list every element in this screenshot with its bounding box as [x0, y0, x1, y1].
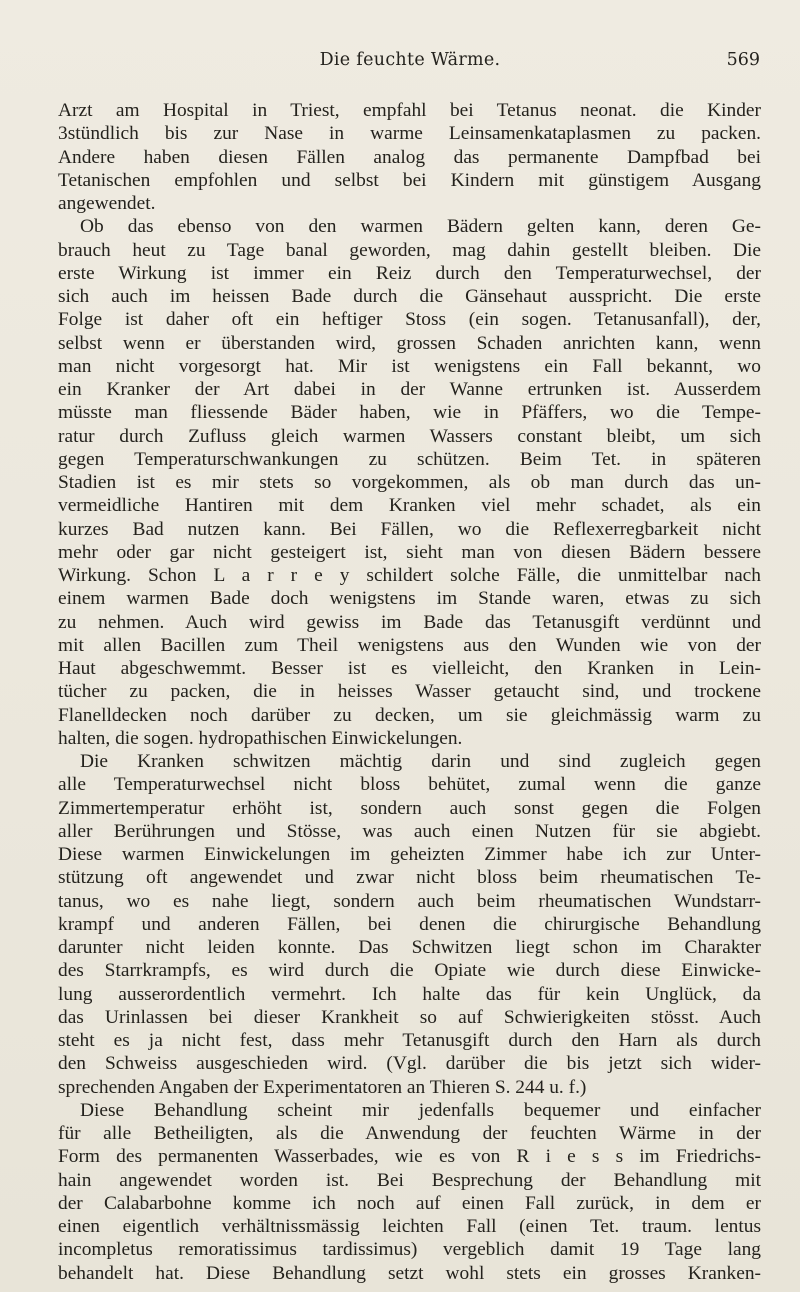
text-line: mit allen Bacillen zum Theil wenigstens aus den Wunden wie von der: [58, 634, 761, 656]
text-line: zu nehmen. Auch wird gewiss im Bade das Tetanusgift verdünnt und: [58, 611, 761, 633]
text-line: den Schweiss ausgeschieden wird. (Vgl. darüber die bis jetzt sich wider-: [58, 1053, 761, 1075]
running-head: Die feuchte Wärme.: [319, 50, 501, 70]
text-line: behandelt hat. Diese Behandlung setzt wohl stets ein grosses Kranken-: [58, 1262, 761, 1284]
text-line: Die Kranken schwitzen mächtig darin und sind zugleich gegen: [80, 751, 761, 772]
text-line: Form des permanenten Wasserbades, wie es von R i e s s im Friedrichs-: [58, 1146, 761, 1168]
text-line: tücher zu packen, die in heisses Wasser getaucht sind, und trockene: [58, 681, 761, 703]
text-line: das Urinlassen bei dieser Krankheit so auf Schwierigkeiten stösst. Auch: [58, 1006, 761, 1028]
text-line: steht es ja nicht fest, dass mehr Tetanusgift durch den Harn als durch: [58, 1030, 761, 1051]
text-line: krampf und anderen Fällen, bei denen die chirurgische Behandlung: [58, 913, 761, 935]
text-line: brauch heut zu Tage banal geworden, mag dahin gestellt bleiben. Die: [58, 239, 761, 261]
text-line: angewendet.: [58, 193, 156, 214]
text-line: Ob das ebenso von den warmen Bädern gelten kann, deren Ge-: [80, 216, 761, 238]
text-line: gegen Temperaturschwankungen zu schützen. Beim Tet. in späteren: [58, 448, 761, 470]
text-line: man nicht vorgesorgt hat. Mir ist wenigstens ein Fall bekannt, wo: [58, 355, 761, 377]
text-line: hain angewendet worden ist. Bei Besprechung der Behandlung mit: [58, 1169, 761, 1191]
text-line: einem warmen Bade doch wenigstens im Stande waren, etwas zu sich: [58, 588, 761, 610]
text-line: Andere haben diesen Fällen analog das permanente Dampfbad bei: [58, 146, 761, 168]
text-line: für alle Betheiligten, als die Anwendung der feuchten Wärme in der: [58, 1123, 761, 1144]
text-line: Tetanischen empfohlen und selbst bei Kindern mit günstigem Ausgang: [58, 169, 761, 191]
text-line: des Starrkrampfs, es wird durch die Opiate wie durch diese Einwicke-: [58, 960, 761, 982]
text-line: ein Kranker der Art dabei in der Wanne ertrunken ist. Ausserdem: [58, 379, 761, 400]
text-line: darunter nicht leiden konnte. Das Schwitzen liegt schon im Charakter: [58, 937, 761, 958]
text-line: tanus, wo es nahe liegt, sondern auch beim rheumatischen Wundstarr-: [58, 890, 761, 912]
text-line: einen eigentlich verhältnissmässig leichten Fall (einen Tet. traum. lentus: [58, 1216, 761, 1237]
text-line: müsste man fliessende Bäder haben, wie in Pfäffers, wo die Tempe-: [58, 402, 761, 424]
text-line: Zimmertemperatur erhöht ist, sondern auch sonst gegen die Folgen: [58, 797, 761, 819]
text-line: sich auch im heissen Bade durch die Gänsehaut ausspricht. Die erste: [58, 286, 761, 307]
text-line: Flanelldecken noch darüber zu decken, um sie gleichmässig warm zu: [58, 704, 761, 726]
text-line: Diese warmen Einwickelungen im geheizten Zimmer habe ich zur Unter-: [58, 844, 761, 865]
text-line: stützung oft angewendet und zwar nicht bloss beim rheumatischen Te-: [58, 867, 761, 889]
text-line: alle Temperaturwechsel nicht bloss behütet, zumal wenn die ganze: [58, 774, 761, 796]
page-number: 569: [726, 50, 760, 70]
text-line: Diese Behandlung scheint mir jedenfalls bequemer und einfacher: [80, 1099, 761, 1121]
text-line: halten, die sogen. hydropathischen Einwickelungen.: [58, 727, 463, 749]
text-line: Wirkung. Schon L a r r e y schildert solche Fälle, die unmittelbar nach: [58, 565, 761, 586]
text-line: incompletus remoratissimus tardissimus) vergeblich damit 19 Tage lang: [58, 1239, 761, 1261]
text-line: Arzt am Hospital in Triest, empfahl bei Tetanus neonat. die Kinder: [58, 100, 761, 121]
text-line: sprechenden Angaben der Experimentatoren an Thieren S. 244 u. f.): [58, 1076, 587, 1098]
text-line: der Calabarbohne komme ich noch auf einen Fall zurück, in dem er: [58, 1192, 761, 1214]
text-line: erste Wirkung ist immer ein Reiz durch den Temperaturwechsel, der: [58, 262, 761, 284]
text-line: Haut abgeschwemmt. Besser ist es vielleicht, den Kranken in Lein-: [58, 658, 761, 679]
text-line: mehr oder gar nicht gesteigert ist, sieht man von diesen Bädern bessere: [58, 541, 761, 563]
text-line: ratur durch Zufluss gleich warmen Wassers constant bleibt, um sich: [58, 425, 761, 447]
text-line: 3stündlich bis zur Nase in warme Leinsamenkataplasmen zu packen.: [58, 123, 761, 145]
body-text: [58, 99, 761, 1285]
text-line: kurzes Bad nutzen kann. Bei Fällen, wo die Reflexerregbarkeit nicht: [58, 518, 761, 540]
text-line: vermeidliche Hantiren mit dem Kranken viel mehr schadet, als ein: [58, 495, 761, 517]
text-line: Folge ist daher oft ein heftiger Stoss (ein sogen. Tetanusanfall), der,: [58, 309, 761, 331]
text-line: selbst wenn er überstanden wird, grossen Schaden anrichten kann, wenn: [58, 332, 761, 354]
text-line: aller Berührungen und Stösse, was auch einen Nutzen für sie abgiebt.: [58, 820, 761, 842]
text-line: lung ausserordentlich vermehrt. Ich halte das für kein Unglück, da: [58, 983, 761, 1005]
page-header: [60, 50, 760, 76]
text-line: Stadien ist es mir stets so vorgekommen, als ob man durch das un-: [58, 472, 761, 493]
